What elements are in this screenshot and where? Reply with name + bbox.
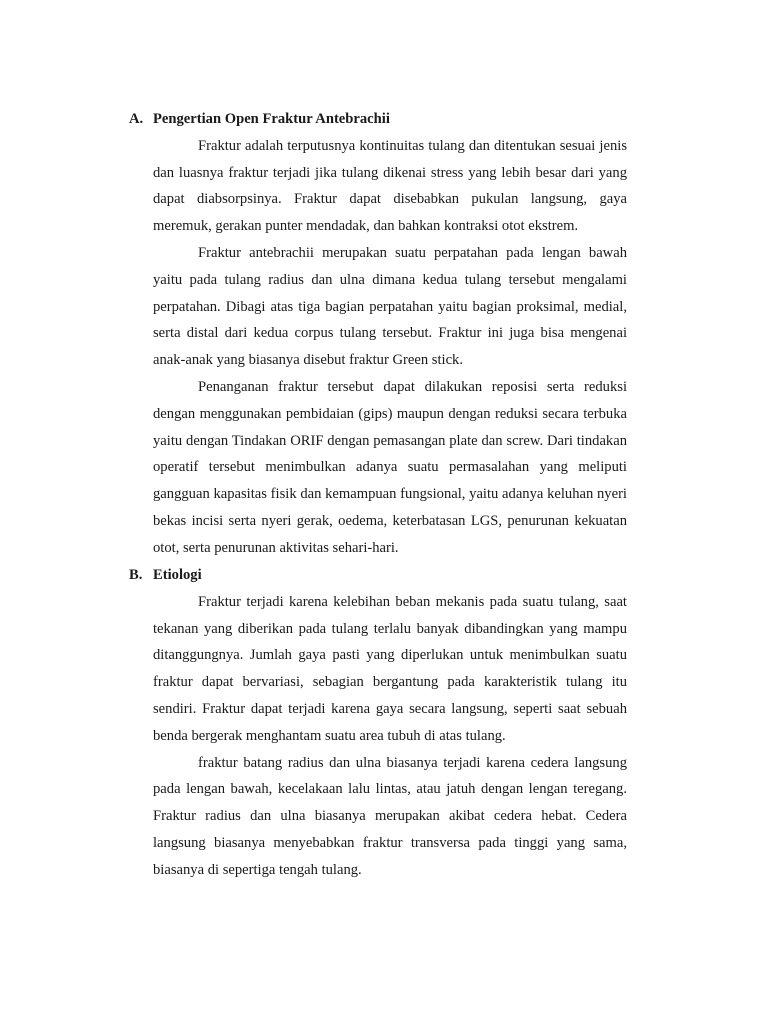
paragraph: Fraktur terjadi karena kelebihan beban mekanis pada suatu tulang, saat tekanan yang diberikan pada tulang terlalu banyak dibandingkan yang mampu ditanggungnya. Jumlah gaya pasti yang diperlukan untuk menimbulkan suatu fraktur dapat bervariasi, sebagian bergantung pada karakteristik tulang itu sendiri. Fraktur dapat terjadi karena gaya secara langsung, seperti saat sebuah benda bergerak menghantam suatu area tubuh di atas tulang.: [153, 593, 627, 744]
section-title: Pengertian Open Fraktur Antebrachii: [153, 111, 390, 127]
section-heading: [129, 106, 627, 133]
section-heading: [129, 562, 627, 589]
paragraph: Penanganan fraktur tersebut dapat dilakukan reposisi serta reduksi dengan menggunakan pembidaian (gips) maupun dengan reduksi secara terbuka yaitu dengan Tindakan ORIF dengan pemasangan plate dan screw. Dari tindakan operatif tersebut menimbulkan adanya suatu permasalahan yang meliputi gangguan kapasitas fisik dan kemampuan fungsional, yaitu adanya keluhan nyeri bekas incisi serta nyeri gerak, oedema, keterbatasan LGS, penurunan kekuatan otot, serta penurunan aktivitas sehari-hari.: [153, 378, 627, 556]
section-letter: A.: [129, 111, 144, 127]
paragraph: fraktur batang radius dan ulna biasanya terjadi karena cedera langsung pada lengan bawah, kecelakaan lalu lintas, atau jatuh dengan lengan teregang. Fraktur radius dan ulna biasanya merupakan akibat cedera hebat. Cedera langsung biasanya menyebabkan fraktur transversa pada tinggi yang sama, biasanya di sepertiga tengah tulang.: [153, 754, 627, 878]
section-b: [129, 562, 627, 884]
section-body: [153, 133, 627, 562]
section-a: [129, 106, 627, 562]
section-body: [153, 589, 627, 884]
paragraph: Fraktur adalah terputusnya kontinuitas tulang dan ditentukan sesuai jenis dan luasnya fraktur terjadi jika tulang dikenai stress yang lebih besar dari yang dapat diabsorpsinya. Fraktur dapat disebabkan pukulan langsung, gaya meremuk, gerakan punter mendadak, dan bahkan kontraksi otot ekstrem.: [153, 137, 627, 235]
paragraph: Fraktur antebrachii merupakan suatu perpatahan pada lengan bawah yaitu pada tulang radius dan ulna dimana kedua tulang tersebut mengalami perpatahan. Dibagi atas tiga bagian perpatahan yaitu bagian proksimal, medial, serta distal dari kedua corpus tulang tersebut. Fraktur ini juga bisa mengenai anak-anak yang biasanya disebut fraktur Green stick.: [153, 244, 627, 369]
section-letter: B.: [129, 567, 143, 583]
section-title: Etiologi: [153, 567, 202, 583]
